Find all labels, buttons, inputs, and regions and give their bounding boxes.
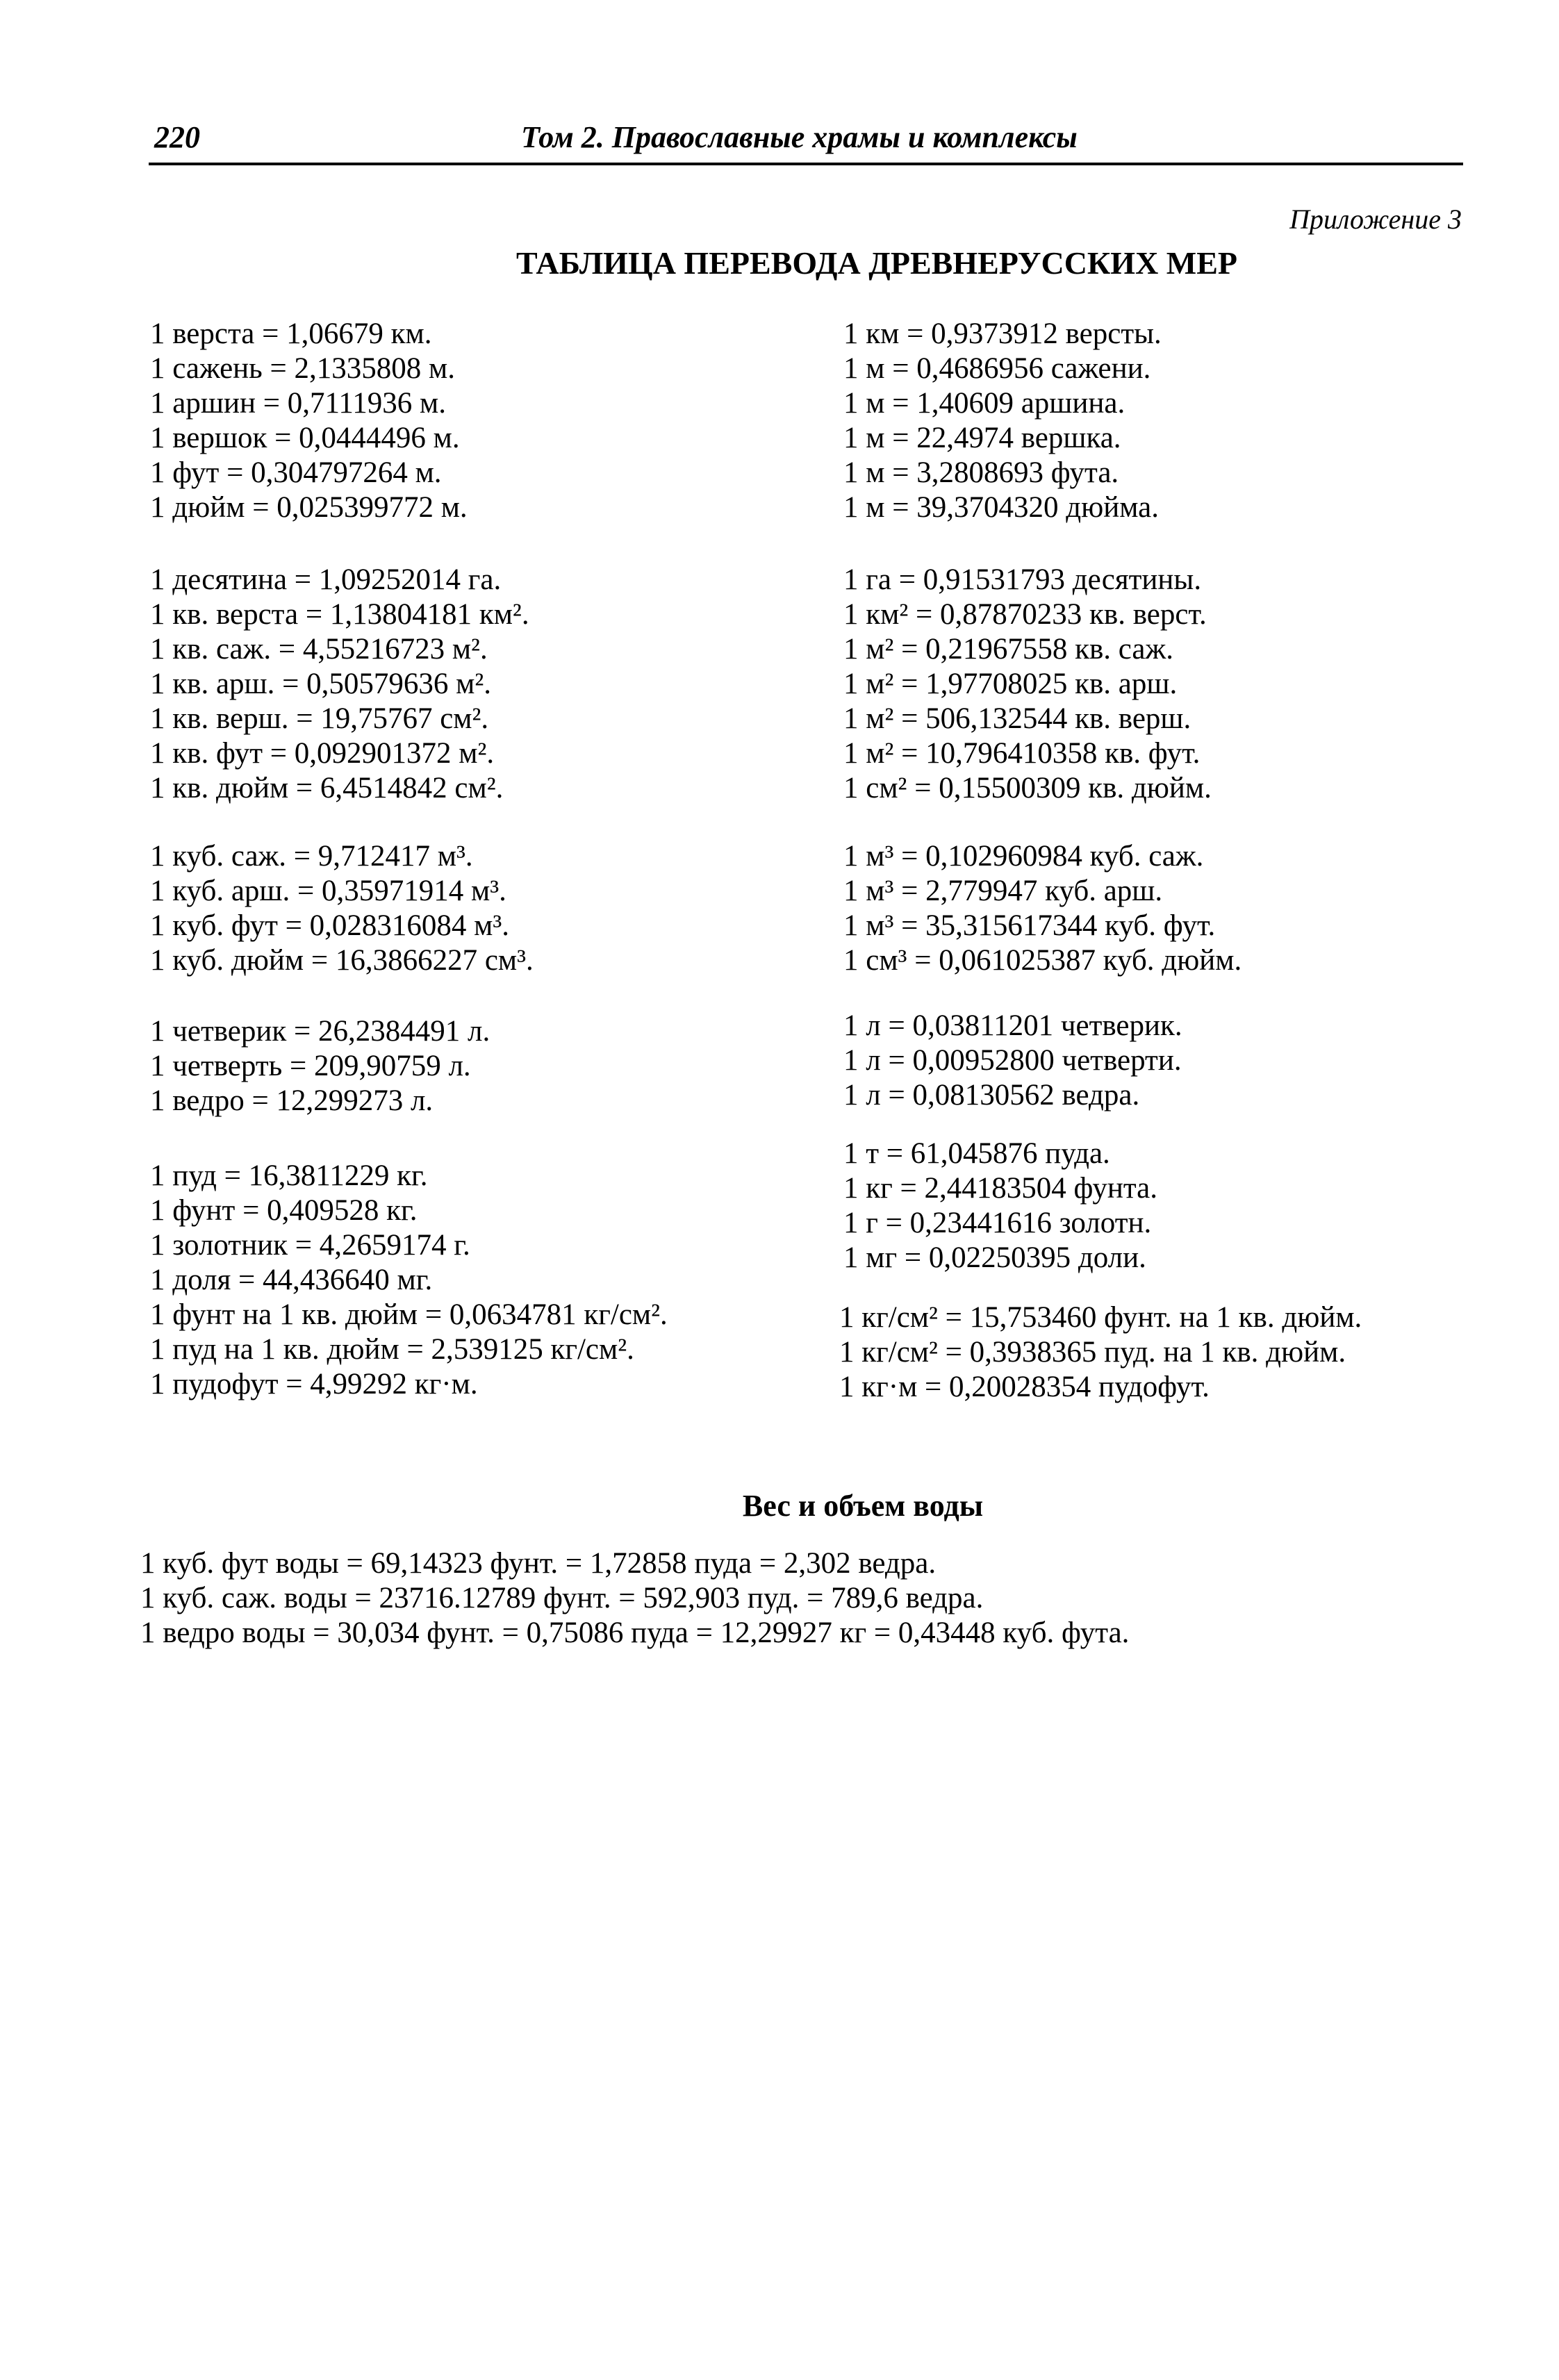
conversion-line: 1 м = 3,2808693 фута. <box>843 456 1119 489</box>
capacity-right-column <box>843 1009 1182 1113</box>
conversion-line: 1 м = 0,4686956 сажени. <box>843 352 1151 385</box>
conversion-line: 1 км² = 0,87870233 кв. верст. <box>843 598 1207 631</box>
conversion-line: 1 фут = 0,304797264 м. <box>150 456 442 489</box>
header-rule <box>149 163 1463 165</box>
conversion-line: 1 куб. арш. = 0,35971914 м³. <box>150 875 506 907</box>
weight-right-column <box>843 1137 1157 1275</box>
conversion-line: 1 м² = 1,97708025 кв. арш. <box>843 668 1178 700</box>
conversion-line: 1 л = 0,08130562 ведра. <box>843 1079 1140 1112</box>
conversion-line: 1 м = 1,40609 аршина. <box>843 387 1125 420</box>
conversion-line: 1 пуд = 16,3811229 кг. <box>150 1159 428 1192</box>
conversion-line: 1 м³ = 2,779947 куб. арш. <box>843 875 1163 907</box>
area-left-column <box>150 563 529 806</box>
running-title: Том 2. Православные храмы и комплексы <box>521 120 1078 154</box>
length-right-column <box>843 317 1162 525</box>
conversion-line: 1 четверть = 209,90759 л. <box>150 1050 471 1082</box>
conversion-line: 1 кв. верста = 1,13804181 км². <box>150 598 529 631</box>
conversion-line: 1 г = 0,23441616 золотн. <box>843 1207 1152 1239</box>
conversion-line: 1 верста = 1,06679 км. <box>150 317 432 350</box>
conversion-line: 1 десятина = 1,09252014 га. <box>150 563 502 596</box>
conversion-line: 1 м = 22,4974 вершка. <box>843 422 1121 454</box>
conversion-line: 1 кг = 2,44183504 фунта. <box>843 1172 1157 1205</box>
conversion-line: 1 т = 61,045876 пуда. <box>843 1137 1110 1170</box>
conversion-line: 1 пуд на 1 кв. дюйм = 2,539125 кг/см². <box>150 1333 634 1366</box>
conversion-line: 1 фунт = 0,409528 кг. <box>150 1194 418 1227</box>
conversion-line: 1 пудофут = 4,99292 кг·м. <box>150 1368 478 1400</box>
conversion-line: 1 м³ = 35,315617344 куб. фут. <box>843 909 1216 942</box>
conversion-line: 1 четверик = 26,2384491 л. <box>150 1015 490 1048</box>
conversion-line: 1 см³ = 0,061025387 куб. дюйм. <box>843 944 1242 977</box>
conversion-line: 1 кв. саж. = 4,55216723 м². <box>150 633 488 666</box>
conversion-line: 1 л = 0,03811201 четверик. <box>843 1009 1182 1042</box>
conversion-line: 1 вершок = 0,0444496 м. <box>150 422 460 454</box>
capacity-left-column <box>150 1014 490 1118</box>
conversion-line: 1 мг = 0,02250395 доли. <box>843 1241 1146 1274</box>
conversion-line: 1 куб. дюйм = 16,3866227 см³. <box>150 944 534 977</box>
conversion-line: 1 л = 0,00952800 четверти. <box>843 1044 1182 1077</box>
conversion-line: 1 ведро = 12,299273 л. <box>150 1084 434 1117</box>
appendix-label: Приложение 3 <box>1289 204 1462 235</box>
page-title: ТАБЛИЦА ПЕРЕВОДА ДРЕВНЕРУССКИХ МЕР <box>516 245 1237 281</box>
conversion-line: 1 куб. саж. = 9,712417 м³. <box>150 840 473 873</box>
conversion-line: 1 фунт на 1 кв. дюйм = 0,0634781 кг/см². <box>150 1298 668 1331</box>
area-right-column <box>843 563 1212 806</box>
conversion-line: 1 кг/см² = 15,753460 фунт. на 1 кв. дюйм. <box>839 1301 1362 1334</box>
length-left-column <box>150 317 468 525</box>
conversion-line: 1 куб. фут = 0,028316084 м³. <box>150 909 510 942</box>
pressure-right-column <box>839 1300 1362 1405</box>
conversion-line: 1 кв. фут = 0,092901372 м². <box>150 737 495 770</box>
conversion-line: 1 кг/см² = 0,3938365 пуд. на 1 кв. дюйм. <box>839 1336 1346 1369</box>
conversion-line: 1 см² = 0,15500309 кв. дюйм. <box>843 772 1212 804</box>
page-number: 220 <box>154 120 200 154</box>
conversion-line: 1 м³ = 0,102960984 куб. саж. <box>843 840 1204 873</box>
conversion-line: 1 куб. саж. воды = 23716.12789 фунт. = 592,903 пуд. = 789,6 ведра. <box>140 1582 984 1614</box>
conversion-line: 1 ведро воды = 30,034 фунт. = 0,75086 пуда = 12,29927 кг = 0,43448 куб. фута. <box>140 1617 1130 1649</box>
conversion-line: 1 кв. дюйм = 6,4514842 см². <box>150 772 504 804</box>
water-section-title: Вес и объем воды <box>742 1489 984 1523</box>
conversion-line: 1 кв. верш. = 19,75767 см². <box>150 702 489 735</box>
weight-left-column <box>150 1159 668 1402</box>
volume-right-column <box>843 839 1242 978</box>
conversion-line: 1 кг·м = 0,20028354 пудофут. <box>839 1371 1210 1403</box>
conversion-line: 1 золотник = 4,2659174 г. <box>150 1229 470 1262</box>
conversion-line: 1 м² = 0,21967558 кв. саж. <box>843 633 1173 666</box>
water-conversions <box>140 1546 1129 1651</box>
conversion-line: 1 м = 39,3704320 дюйма. <box>843 491 1159 524</box>
conversion-line: 1 аршин = 0,7111936 м. <box>150 387 446 420</box>
conversion-line: 1 км = 0,9373912 версты. <box>843 317 1162 350</box>
conversion-line: 1 куб. фут воды = 69,14323 фунт. = 1,72858 пуда = 2,302 ведра. <box>140 1547 937 1580</box>
conversion-line: 1 сажень = 2,1335808 м. <box>150 352 456 385</box>
conversion-line: 1 м² = 10,796410358 кв. фут. <box>843 737 1201 770</box>
conversion-line: 1 дюйм = 0,025399772 м. <box>150 491 468 524</box>
conversion-line: 1 м² = 506,132544 кв. верш. <box>843 702 1191 735</box>
conversion-line: 1 доля = 44,436640 мг. <box>150 1264 433 1296</box>
conversion-line: 1 га = 0,91531793 десятины. <box>843 563 1202 596</box>
volume-left-column <box>150 839 534 978</box>
conversion-line: 1 кв. арш. = 0,50579636 м². <box>150 668 491 700</box>
